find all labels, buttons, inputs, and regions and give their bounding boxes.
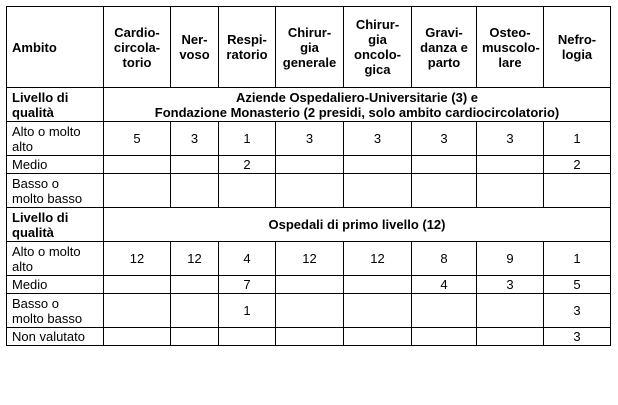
table-cell [344,156,412,174]
header-cardiocircolatorio: Cardio- circola- torio [104,7,171,88]
table-cell [344,328,412,346]
section2-label: Livello di qualità [7,208,104,242]
table-cell: 8 [412,242,477,276]
table-row [7,122,611,156]
table-row [7,174,611,208]
table-cell: 1 [544,242,611,276]
table-cell [171,328,219,346]
table-row [7,276,611,294]
table-cell [276,276,344,294]
table-cell: 3 [477,276,544,294]
section1-label: Livello di qualità [7,88,104,122]
table-cell: 1 [219,294,276,328]
table-cell [104,294,171,328]
row-label: Basso o molto basso [7,174,104,208]
row-label: Basso o molto basso [7,294,104,328]
table-cell [276,156,344,174]
table-cell: 5 [544,276,611,294]
header-respiratorio: Respi- ratorio [219,7,276,88]
table-cell [104,174,171,208]
table-cell: 1 [544,122,611,156]
table-cell: 5 [104,122,171,156]
table-cell [477,156,544,174]
header-chirurgia-generale: Chirur- gia generale [276,7,344,88]
table-cell: 12 [276,242,344,276]
table-cell [104,156,171,174]
table-cell: 3 [412,122,477,156]
table-cell: 4 [412,276,477,294]
table-cell: 2 [544,156,611,174]
header-chirurgia-oncologica: Chirur- gia oncolo- gica [344,7,412,88]
table-cell [171,276,219,294]
table-cell [104,328,171,346]
header-osteomuscolare: Osteo- muscolo- lare [477,7,544,88]
table-cell: 3 [344,122,412,156]
table-cell: 12 [171,242,219,276]
row-label: Alto o molto alto [7,242,104,276]
section1-header-row [7,88,611,122]
table-cell [477,174,544,208]
header-row [7,7,611,88]
table-row [7,156,611,174]
table-cell: 12 [104,242,171,276]
table-row [7,294,611,328]
table-cell [171,294,219,328]
header-nervoso: Ner- voso [171,7,219,88]
table-cell [344,174,412,208]
table-cell: 4 [219,242,276,276]
table-cell: 3 [171,122,219,156]
header-nefrologia: Nefro- logia [544,7,611,88]
table-cell [344,276,412,294]
table-cell: 3 [544,294,611,328]
table-cell [276,328,344,346]
table-cell [477,328,544,346]
table-cell [412,328,477,346]
table-cell [276,294,344,328]
table-cell: 1 [219,122,276,156]
row-label: Alto o molto alto [7,122,104,156]
row-label: Non valutato [7,328,104,346]
table-cell [219,328,276,346]
table-cell: 9 [477,242,544,276]
table-cell: 2 [219,156,276,174]
table-row [7,242,611,276]
table-cell [276,174,344,208]
table-cell: 3 [477,122,544,156]
header-gravidanza-parto: Gravi- danza e parto [412,7,477,88]
row-label: Medio [7,276,104,294]
row-label: Medio [7,156,104,174]
table-cell [412,294,477,328]
section1-title: Aziende Ospedaliero-Universitarie (3) e Fondazione Monasterio (2 presidi, solo ambito cardiocircolatorio) [104,88,611,122]
table-cell [412,174,477,208]
table-cell [219,174,276,208]
section2-header-row [7,208,611,242]
table-cell [477,294,544,328]
table-cell: 3 [544,328,611,346]
table-cell [344,294,412,328]
table-cell: 12 [344,242,412,276]
table-cell [412,156,477,174]
quality-table [6,6,611,346]
table-row [7,328,611,346]
table-cell [104,276,171,294]
section2-title: Ospedali di primo livello (12) [104,208,611,242]
table-cell [544,174,611,208]
table-cell: 7 [219,276,276,294]
table-cell [171,174,219,208]
table-cell [171,156,219,174]
table-cell: 3 [276,122,344,156]
header-ambito: Ambito [7,7,104,88]
